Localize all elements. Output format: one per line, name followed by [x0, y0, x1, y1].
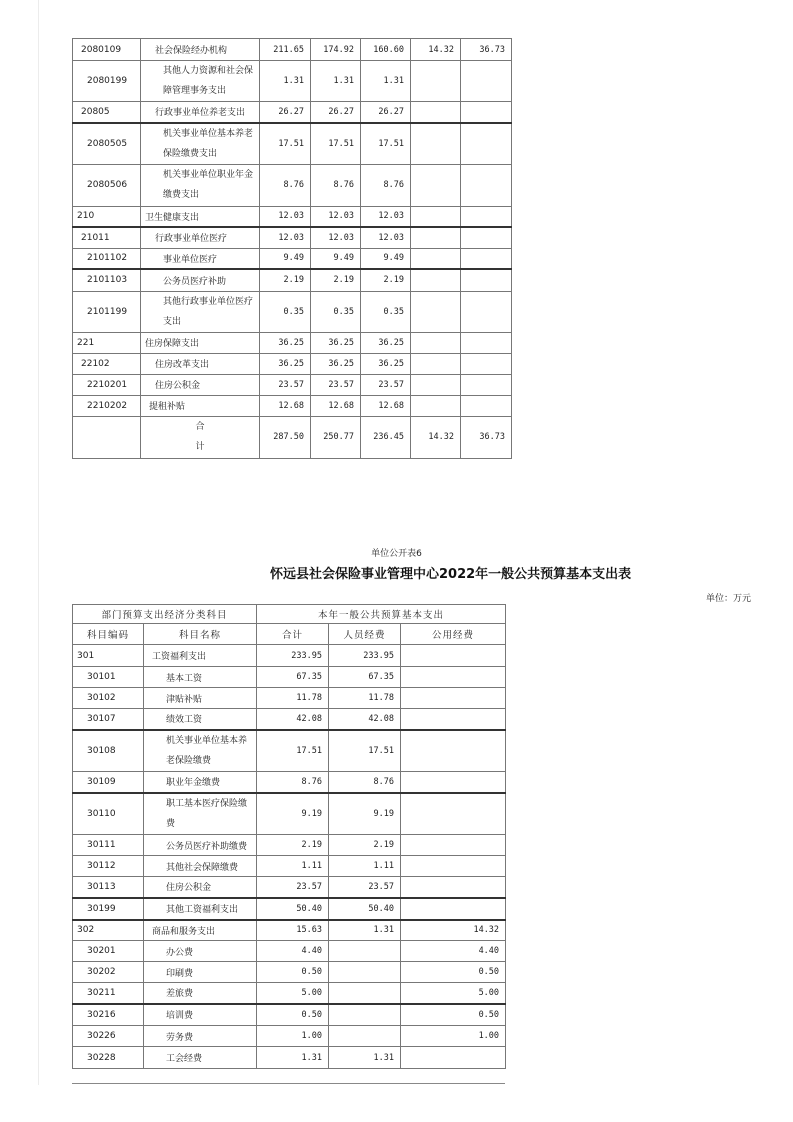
row-name: 机关事业单位职业年金缴费支出: [141, 164, 260, 206]
row-value: 36.25: [361, 332, 411, 353]
header-group-right: 本年一般公共预算基本支出: [257, 605, 506, 624]
row-name: 培训费: [144, 1004, 257, 1026]
total-value: 287.50: [260, 416, 311, 458]
row-value: [411, 374, 461, 395]
table-row: [73, 709, 506, 730]
row-value: 23.57: [361, 374, 411, 395]
row-value: 8.76: [311, 164, 361, 206]
row-name: 差旅费: [144, 983, 257, 1004]
row-value: 23.57: [260, 374, 311, 395]
row-name: 机关事业单位基本养老保险缴费: [144, 730, 257, 772]
row-name: 工会经费: [144, 1047, 257, 1069]
row-name: 住房改革支出: [141, 353, 260, 374]
row-value: [461, 269, 512, 291]
row-public: [401, 688, 506, 709]
table-row: [73, 877, 506, 898]
row-name: 劳务费: [144, 1026, 257, 1047]
table-row: [73, 61, 512, 102]
header-group-left: 部门预算支出经济分类科目: [73, 605, 257, 624]
row-personnel: 9.19: [329, 793, 401, 835]
row-public: [401, 772, 506, 793]
row-name: 津贴补贴: [144, 688, 257, 709]
table-header-group: [73, 605, 506, 624]
row-personnel: [329, 1026, 401, 1047]
row-code: 30113: [73, 877, 144, 898]
row-personnel: 67.35: [329, 667, 401, 688]
row-public: 0.50: [401, 1004, 506, 1026]
row-value: [461, 353, 512, 374]
table-row: [73, 920, 506, 941]
table-row: [73, 793, 506, 835]
row-name: 其他行政事业单位医疗支出: [141, 291, 260, 332]
table-row: [73, 1026, 506, 1047]
row-total: 9.19: [257, 793, 329, 835]
page-bottom-rule: [72, 1083, 505, 1084]
row-code: 2080506: [73, 164, 141, 206]
row-value: 8.76: [361, 164, 411, 206]
row-name: 住房公积金: [144, 877, 257, 898]
row-total: 11.78: [257, 688, 329, 709]
total-label-line-2: 计: [195, 442, 205, 452]
row-value: 160.60: [361, 39, 411, 61]
row-value: 36.25: [260, 353, 311, 374]
row-code: 30107: [73, 709, 144, 730]
row-code: 30211: [73, 983, 144, 1004]
row-public: [401, 898, 506, 920]
col-header-total: 合计: [257, 624, 329, 645]
row-code: 2080109: [73, 39, 141, 61]
row-value: [461, 206, 512, 227]
row-value: 23.57: [311, 374, 361, 395]
row-total: 5.00: [257, 983, 329, 1004]
row-total: 0.50: [257, 1004, 329, 1026]
row-public: 5.00: [401, 983, 506, 1004]
row-value: 36.25: [361, 353, 411, 374]
row-name: 其他社会保障缴费: [144, 856, 257, 877]
row-total: 4.40: [257, 941, 329, 962]
row-code: 30201: [73, 941, 144, 962]
row-name: 其他人力资源和社会保障管理事务支出: [141, 61, 260, 102]
row-public: [401, 709, 506, 730]
row-value: 36.25: [311, 332, 361, 353]
table-row: [73, 962, 506, 983]
row-code: 30101: [73, 667, 144, 688]
row-value: [411, 332, 461, 353]
row-code: 21011: [73, 227, 141, 248]
row-total: 2.19: [257, 835, 329, 856]
table-row: [73, 1047, 506, 1069]
row-value: 36.25: [311, 353, 361, 374]
row-value: 12.03: [260, 227, 311, 248]
row-value: 14.32: [411, 39, 461, 61]
row-value: [461, 248, 512, 269]
row-code: 301: [73, 645, 144, 667]
row-value: 2.19: [361, 269, 411, 291]
row-personnel: [329, 1004, 401, 1026]
total-value: 250.77: [311, 416, 361, 458]
row-name: 提租补贴: [141, 395, 260, 416]
table-header: [73, 624, 506, 645]
total-value: 36.73: [461, 416, 512, 458]
row-public: [401, 877, 506, 898]
row-value: [411, 102, 461, 123]
row-total: 1.11: [257, 856, 329, 877]
row-value: [411, 291, 461, 332]
row-total: 8.76: [257, 772, 329, 793]
row-personnel: 17.51: [329, 730, 401, 772]
row-code: 30108: [73, 730, 144, 772]
row-personnel: 50.40: [329, 898, 401, 920]
row-code: 2210201: [73, 374, 141, 395]
row-code: 302: [73, 920, 144, 941]
total-code-cell: [73, 416, 141, 458]
row-code: 2101199: [73, 291, 141, 332]
row-code: 30110: [73, 793, 144, 835]
row-public: 4.40: [401, 941, 506, 962]
row-value: 1.31: [361, 61, 411, 102]
table-row: [73, 102, 512, 123]
row-value: 8.76: [260, 164, 311, 206]
row-name: 基本工资: [144, 667, 257, 688]
row-name: 印刷费: [144, 962, 257, 983]
row-total: 67.35: [257, 667, 329, 688]
table-row: [73, 39, 512, 61]
row-name: 职业年金缴费: [144, 772, 257, 793]
row-value: [411, 206, 461, 227]
row-name: 住房公积金: [141, 374, 260, 395]
row-public: [401, 856, 506, 877]
row-total: 15.63: [257, 920, 329, 941]
row-personnel: 1.31: [329, 920, 401, 941]
row-value: [411, 123, 461, 165]
total-value: 14.32: [411, 416, 461, 458]
total-label-line-1: 合: [195, 422, 205, 432]
row-public: [401, 1047, 506, 1069]
row-value: [461, 164, 512, 206]
table-row: [73, 269, 512, 291]
table-row: [73, 983, 506, 1004]
row-value: [411, 269, 461, 291]
row-value: [461, 374, 512, 395]
table-row: [73, 667, 506, 688]
row-name: 办公费: [144, 941, 257, 962]
row-public: [401, 667, 506, 688]
row-code: 30102: [73, 688, 144, 709]
row-value: 17.51: [311, 123, 361, 165]
row-value: 174.92: [311, 39, 361, 61]
table-row: [73, 164, 512, 206]
row-name: 公务员医疗补助缴费: [144, 835, 257, 856]
row-code: 2101102: [73, 248, 141, 269]
table-row: [73, 227, 512, 248]
table-row: [73, 1004, 506, 1026]
row-value: 26.27: [311, 102, 361, 123]
row-value: [461, 227, 512, 248]
row-name: 社会保险经办机构: [141, 39, 260, 61]
row-name: 工资福利支出: [144, 645, 257, 667]
row-code: 30199: [73, 898, 144, 920]
row-name: 行政事业单位养老支出: [141, 102, 260, 123]
table-row: [73, 898, 506, 920]
row-public: 1.00: [401, 1026, 506, 1047]
row-value: 12.03: [361, 227, 411, 248]
row-public: 14.32: [401, 920, 506, 941]
row-code: 22102: [73, 353, 141, 374]
row-value: 36.73: [461, 39, 512, 61]
row-public: [401, 730, 506, 772]
row-value: [411, 227, 461, 248]
row-name: 住房保障支出: [141, 332, 260, 353]
page-title: 怀远县社会保险事业管理中心2022年一般公共预算基本支出表: [270, 567, 632, 582]
row-value: 12.03: [311, 227, 361, 248]
col-header-name: 科目名称: [144, 624, 257, 645]
row-total: 1.00: [257, 1026, 329, 1047]
row-personnel: 233.95: [329, 645, 401, 667]
row-code: 2080505: [73, 123, 141, 165]
row-personnel: 1.31: [329, 1047, 401, 1069]
row-personnel: 11.78: [329, 688, 401, 709]
table-row: [73, 772, 506, 793]
row-code: 221: [73, 332, 141, 353]
row-value: [461, 102, 512, 123]
table-row: [73, 835, 506, 856]
row-value: [411, 164, 461, 206]
row-value: 12.03: [361, 206, 411, 227]
row-value: [461, 395, 512, 416]
row-code: 20805: [73, 102, 141, 123]
row-value: [411, 353, 461, 374]
row-total: 1.31: [257, 1047, 329, 1069]
expenditure-table-continued: [72, 38, 512, 459]
row-value: 2.19: [311, 269, 361, 291]
row-value: 0.35: [361, 291, 411, 332]
row-value: [461, 332, 512, 353]
row-value: 36.25: [260, 332, 311, 353]
row-personnel: 23.57: [329, 877, 401, 898]
table-row: [73, 206, 512, 227]
row-value: 12.03: [311, 206, 361, 227]
total-label: [141, 416, 260, 458]
row-value: 26.27: [260, 102, 311, 123]
row-personnel: [329, 983, 401, 1004]
row-value: [411, 248, 461, 269]
table-row: [73, 248, 512, 269]
row-total: 23.57: [257, 877, 329, 898]
row-total: 42.08: [257, 709, 329, 730]
table-row: [73, 123, 512, 165]
row-name: 商品和服务支出: [144, 920, 257, 941]
row-value: 1.31: [311, 61, 361, 102]
row-value: [461, 61, 512, 102]
row-code: 30109: [73, 772, 144, 793]
row-name: 公务员医疗补助: [141, 269, 260, 291]
row-value: 0.35: [260, 291, 311, 332]
row-name: 机关事业单位基本养老保险缴费支出: [141, 123, 260, 165]
table-row: [73, 374, 512, 395]
row-name: 事业单位医疗: [141, 248, 260, 269]
total-value: 236.45: [361, 416, 411, 458]
table-row: [73, 645, 506, 667]
row-name: 绩效工资: [144, 709, 257, 730]
row-value: 12.03: [260, 206, 311, 227]
row-value: 9.49: [260, 248, 311, 269]
row-name: 行政事业单位医疗: [141, 227, 260, 248]
col-header-personnel: 人员经费: [329, 624, 401, 645]
row-total: 50.40: [257, 898, 329, 920]
row-public: [401, 835, 506, 856]
row-code: 30226: [73, 1026, 144, 1047]
row-code: 30202: [73, 962, 144, 983]
row-name: 职工基本医疗保险缴费: [144, 793, 257, 835]
row-value: 9.49: [361, 248, 411, 269]
basic-expenditure-table: [72, 604, 506, 1069]
page-margin-line: [38, 0, 39, 1085]
row-public: [401, 793, 506, 835]
row-value: 12.68: [260, 395, 311, 416]
row-total: 17.51: [257, 730, 329, 772]
form-number: 单位公开表6: [371, 549, 422, 559]
table-row: [73, 353, 512, 374]
table-row: [73, 856, 506, 877]
row-value: 9.49: [311, 248, 361, 269]
row-value: 26.27: [361, 102, 411, 123]
row-value: [411, 61, 461, 102]
total-row: [73, 416, 512, 458]
col-header-public: 公用经费: [401, 624, 506, 645]
row-personnel: 1.11: [329, 856, 401, 877]
row-code: 210: [73, 206, 141, 227]
row-total: 0.50: [257, 962, 329, 983]
col-header-code: 科目编码: [73, 624, 144, 645]
row-personnel: [329, 962, 401, 983]
table-row: [73, 688, 506, 709]
row-value: 17.51: [260, 123, 311, 165]
row-personnel: 2.19: [329, 835, 401, 856]
row-value: 211.65: [260, 39, 311, 61]
table-row: [73, 395, 512, 416]
row-public: [401, 645, 506, 667]
row-value: [461, 291, 512, 332]
table-row: [73, 291, 512, 332]
row-value: 1.31: [260, 61, 311, 102]
row-value: [461, 123, 512, 165]
row-personnel: [329, 941, 401, 962]
row-personnel: 42.08: [329, 709, 401, 730]
row-value: 12.68: [361, 395, 411, 416]
row-code: 30112: [73, 856, 144, 877]
row-name: 其他工资福利支出: [144, 898, 257, 920]
row-total: 233.95: [257, 645, 329, 667]
row-value: 12.68: [311, 395, 361, 416]
row-value: [411, 395, 461, 416]
row-code: 30228: [73, 1047, 144, 1069]
row-code: 2080199: [73, 61, 141, 102]
row-value: 0.35: [311, 291, 361, 332]
row-value: 2.19: [260, 269, 311, 291]
unit-label: 单位：万元: [705, 594, 751, 604]
row-name: 卫生健康支出: [141, 206, 260, 227]
row-public: 0.50: [401, 962, 506, 983]
row-code: 30111: [73, 835, 144, 856]
table-row: [73, 941, 506, 962]
row-value: 17.51: [361, 123, 411, 165]
table-row: [73, 730, 506, 772]
row-code: 2210202: [73, 395, 141, 416]
row-personnel: 8.76: [329, 772, 401, 793]
table-row: [73, 332, 512, 353]
row-code: 30216: [73, 1004, 144, 1026]
row-code: 2101103: [73, 269, 141, 291]
